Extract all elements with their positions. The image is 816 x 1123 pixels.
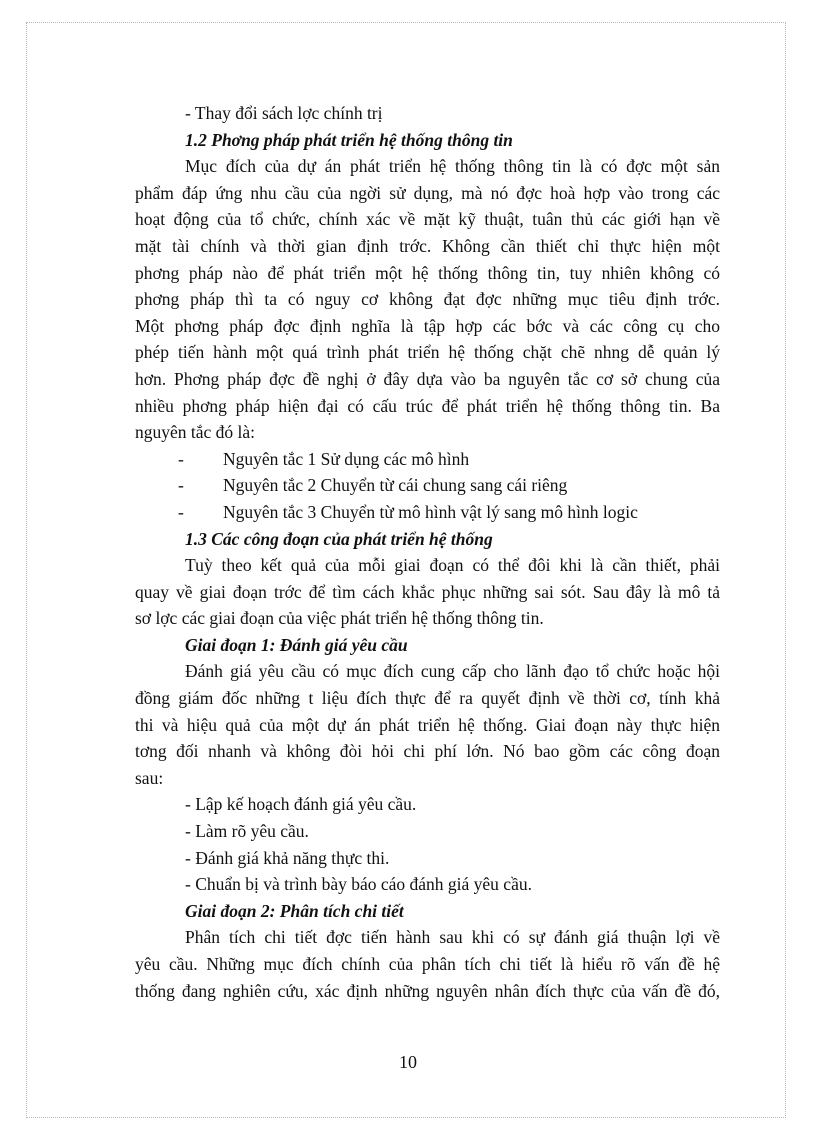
paragraph-line: quay về giai đoạn trớc để tìm cách khắc phục những sai sót. Sau đây là mô tả (135, 581, 720, 602)
paragraph-line: sau: (135, 767, 164, 788)
paragraph-line: Đánh giá yêu cầu có mục đích cung cấp cho lãnh đạo tổ chức hoặc hội (185, 661, 720, 682)
paragraph-line: sơ lợc các giai đoạn của việc phát triển hệ thống thông tin. (135, 608, 544, 629)
list-item-text: Nguyên tắc 2 Chuyển từ cái chung sang cái riêng (223, 475, 568, 496)
paragraph-line: Tuỳ theo kết quả của mỗi giai đoạn có thể đôi khi là cần thiết, phải (185, 555, 720, 576)
paragraph-line: Một phơng pháp đợc định nghĩa là tập hợp các bớc và các công cụ cho (135, 315, 720, 336)
stage-heading-1: Giai đoạn 1: Đánh giá yêu cầu (185, 634, 408, 655)
paragraph-line: tơng đối nhanh và không đòi hỏi chi phí lớn. Nó bao gồm các công đoạn (135, 741, 720, 762)
paragraph-line: đồng giám đốc những t liệu đích thực để ra quyết định về thời cơ, tính khả (135, 688, 720, 709)
paragraph-line: nhiều phơng pháp hiện đại có cấu trúc để phát triển hệ thống thông tin. Ba (135, 395, 720, 416)
list-item (135, 472, 720, 499)
bullet-dash: - (178, 475, 184, 496)
paragraph-line: Mục đích của dự án phát triển hệ thống thông tin là có đợc một sản (185, 156, 720, 177)
paragraph-line: phơng pháp nào để phát triển một hệ thống thông tin, tuy nhiên không có (135, 262, 720, 283)
paragraph-line: phép tiến hành một quá trình phát triển hệ thống chặt chẽ nhng dễ quản lý (135, 342, 720, 363)
step-item: - Lập kế hoạch đánh giá yêu cầu. (185, 794, 417, 815)
step-item: - Chuẩn bị và trình bày báo cáo đánh giá yêu cầu. (185, 874, 532, 895)
text-line: - Thay đổi sách lợc chính trị (185, 103, 383, 123)
paragraph-line: phơng pháp thì ta có nguy cơ không đạt đợc những mục tiêu định trớc. (135, 289, 720, 310)
paragraph-line: hoạt động của tổ chức, chính xác về mặt kỹ thuật, tuân thủ các giới hạn về (135, 209, 720, 230)
list-item-text: Nguyên tắc 1 Sử dụng các mô hình (223, 448, 470, 469)
paragraph-line: thi và hiệu quả của một dự án phát triển hệ thống. Giai đoạn này thực hiện (135, 714, 720, 735)
list-item (135, 446, 720, 473)
list-item (135, 499, 720, 526)
paragraph-line: thống đang nghiên cứu, xác định những nguyên nhân đích thực của vấn đề đó, (135, 980, 720, 1001)
list-item-text: Nguyên tắc 3 Chuyển từ mô hình vật lý sang mô hình logic (223, 501, 638, 522)
page-number: 10 (399, 1052, 417, 1072)
paragraph-line: nguyên tắc đó là: (135, 422, 256, 443)
section-heading-1-3: 1.3 Các công đoạn của phát triển hệ thống (185, 528, 493, 549)
paragraph-line: phẩm đáp ứng nhu cầu của ngời sử dụng, mà nó đợc hoà hợp vào trong các (135, 182, 720, 203)
paragraph-line: mặt tài chính và thời gian định trớc. Không cần thiết chỉ thực hiện một (135, 235, 720, 256)
paragraph-line: Phân tích chi tiết đợc tiến hành sau khi có sự đánh giá thuận lợi về (185, 927, 720, 948)
bullet-dash: - (178, 448, 184, 469)
paragraph-line: yêu cầu. Những mục đích chính của phân tích chi tiết là hiểu rõ vấn đề hệ (135, 954, 720, 974)
paragraph-line: hơn. Phơng pháp đợc đề nghị ở đây dựa vào ba nguyên tắc cơ sở chung của (135, 368, 720, 389)
section-heading-1-2: 1.2 Phơng pháp phát triển hệ thống thông tin (185, 129, 513, 150)
bullet-dash: - (178, 501, 184, 522)
stage-heading-2: Giai đoạn 2: Phân tích chi tiết (185, 900, 404, 921)
step-item: - Làm rõ yêu cầu. (185, 821, 309, 842)
step-item: - Đánh giá khả năng thực thi. (185, 847, 390, 868)
document-body (135, 100, 720, 1004)
